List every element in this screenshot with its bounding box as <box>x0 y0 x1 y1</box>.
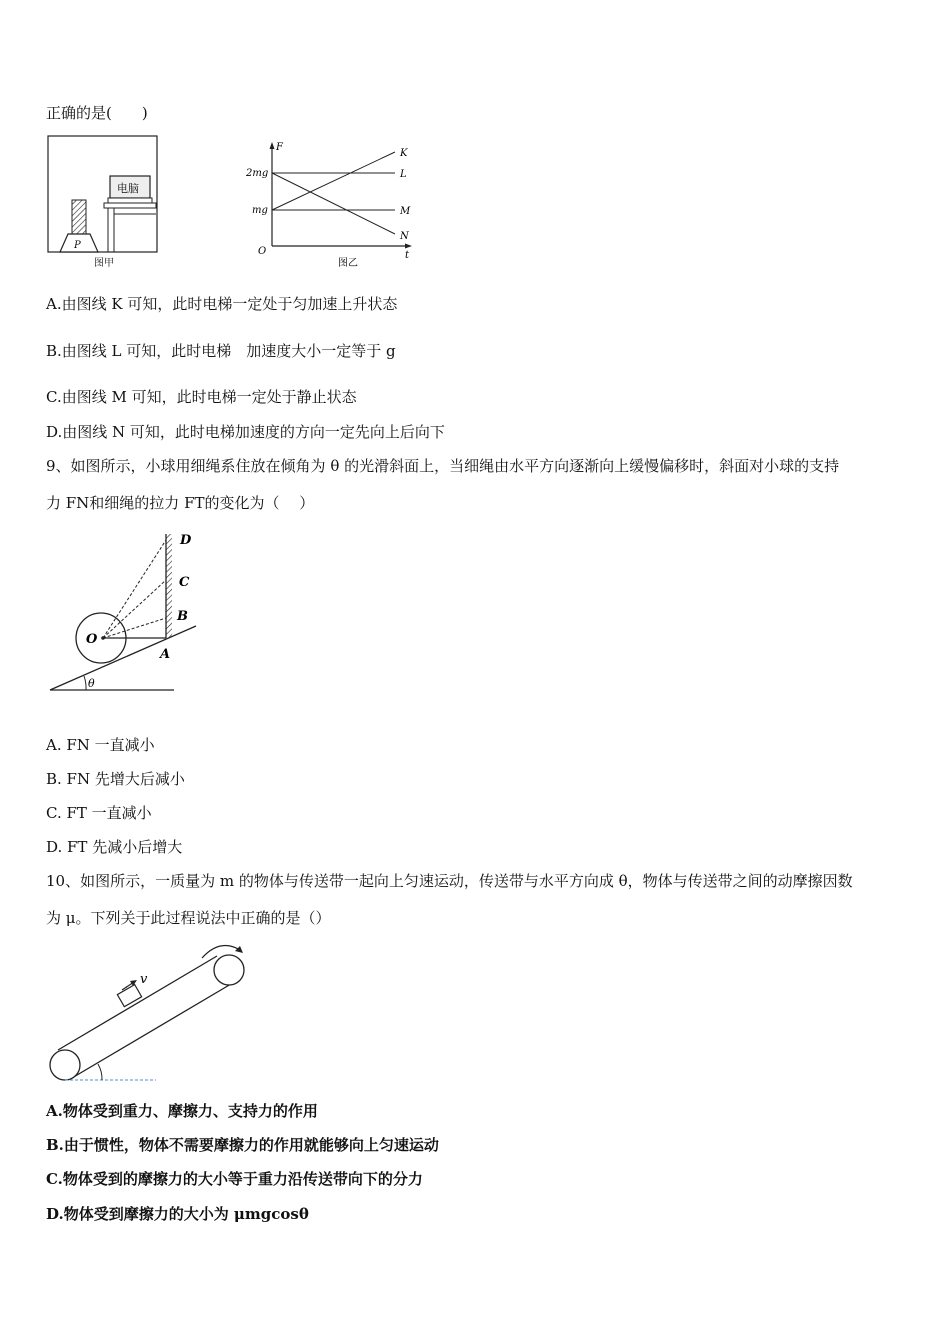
line-k <box>272 152 395 210</box>
q9-option-b: B. FN 先增大后减小 <box>46 770 185 788</box>
tick-mg: mg <box>252 205 268 216</box>
q9-figure <box>46 528 206 696</box>
label-l: L <box>400 169 407 180</box>
point-a: A <box>160 647 171 662</box>
q8-option-b: B.由图线 L 可知，此时电梯 加速度大小一定等于 g <box>46 342 396 360</box>
q10-figure <box>44 938 260 1088</box>
line-n <box>272 173 395 234</box>
q9-option-c: C. FT 一直减小 <box>46 804 152 822</box>
pulley-upper <box>214 955 244 985</box>
pulley-lower <box>50 1050 80 1080</box>
q9-option-a: A. FN 一直减小 <box>46 736 155 754</box>
origin-label: O <box>258 246 267 257</box>
point-o: O <box>86 632 98 647</box>
q8-figure-yi <box>240 140 420 272</box>
point-b: B <box>177 609 188 624</box>
label-k: K <box>400 148 408 159</box>
q10-stem-line2: 为 μ。下列关于此过程说法中正确的是（） <box>46 909 331 927</box>
q10-option-a: A.物体受到重力、摩擦力、支持力的作用 <box>46 1102 318 1120</box>
x-axis-label: t <box>405 250 410 261</box>
angle-theta: θ <box>88 677 95 690</box>
q10-option-c: C.物体受到的摩擦力的大小等于重力沿传送带向下的分力 <box>46 1170 423 1188</box>
label-m: M <box>400 206 411 217</box>
q8-figure-jia <box>46 134 162 270</box>
q8-option-d: D.由图线 N 可知，此时电梯加速度的方向一定先向上后向下 <box>46 423 445 441</box>
q10-stem-line1: 10、如图所示，一质量为 m 的物体与传送带一起向上匀速运动，传送带与水平方向成 θ，物体与传送带之间的动摩擦因数 <box>46 872 853 890</box>
caption-jia: 图甲 <box>94 258 114 269</box>
q9-stem-line1: 9、如图所示，小球用细绳系住放在倾角为 θ 的光滑斜面上，当细绳由水平方向逐渐向上缓慢偏移时，斜面对小球的支持 <box>46 457 840 475</box>
scale-label-p: P <box>74 240 81 251</box>
velocity-label: v <box>140 972 148 987</box>
y-axis-label: F <box>276 142 283 153</box>
q9-stem-line2: 力 FN和细绳的拉力 FT的变化为（ ） <box>46 494 315 512</box>
tick-2mg: 2mg <box>246 168 269 179</box>
label-n: N <box>400 231 409 242</box>
q10-option-d: D.物体受到摩擦力的大小为 μmgcosθ <box>46 1205 309 1223</box>
q8-stem-tail: 正确的是( ) <box>46 104 148 122</box>
computer-label: 电脑 <box>117 182 139 195</box>
q9-option-d: D. FT 先减小后增大 <box>46 838 183 856</box>
q10-option-b: B.由于惯性，物体不需要摩擦力的作用就能够向上匀速运动 <box>46 1136 439 1154</box>
caption-yi: 图乙 <box>338 258 358 269</box>
point-d: D <box>180 533 192 548</box>
q8-option-a: A.由图线 K 可知，此时电梯一定处于匀加速上升状态 <box>46 295 398 313</box>
q8-option-c: C.由图线 M 可知，此时电梯一定处于静止状态 <box>46 388 357 406</box>
point-c: C <box>179 575 190 590</box>
